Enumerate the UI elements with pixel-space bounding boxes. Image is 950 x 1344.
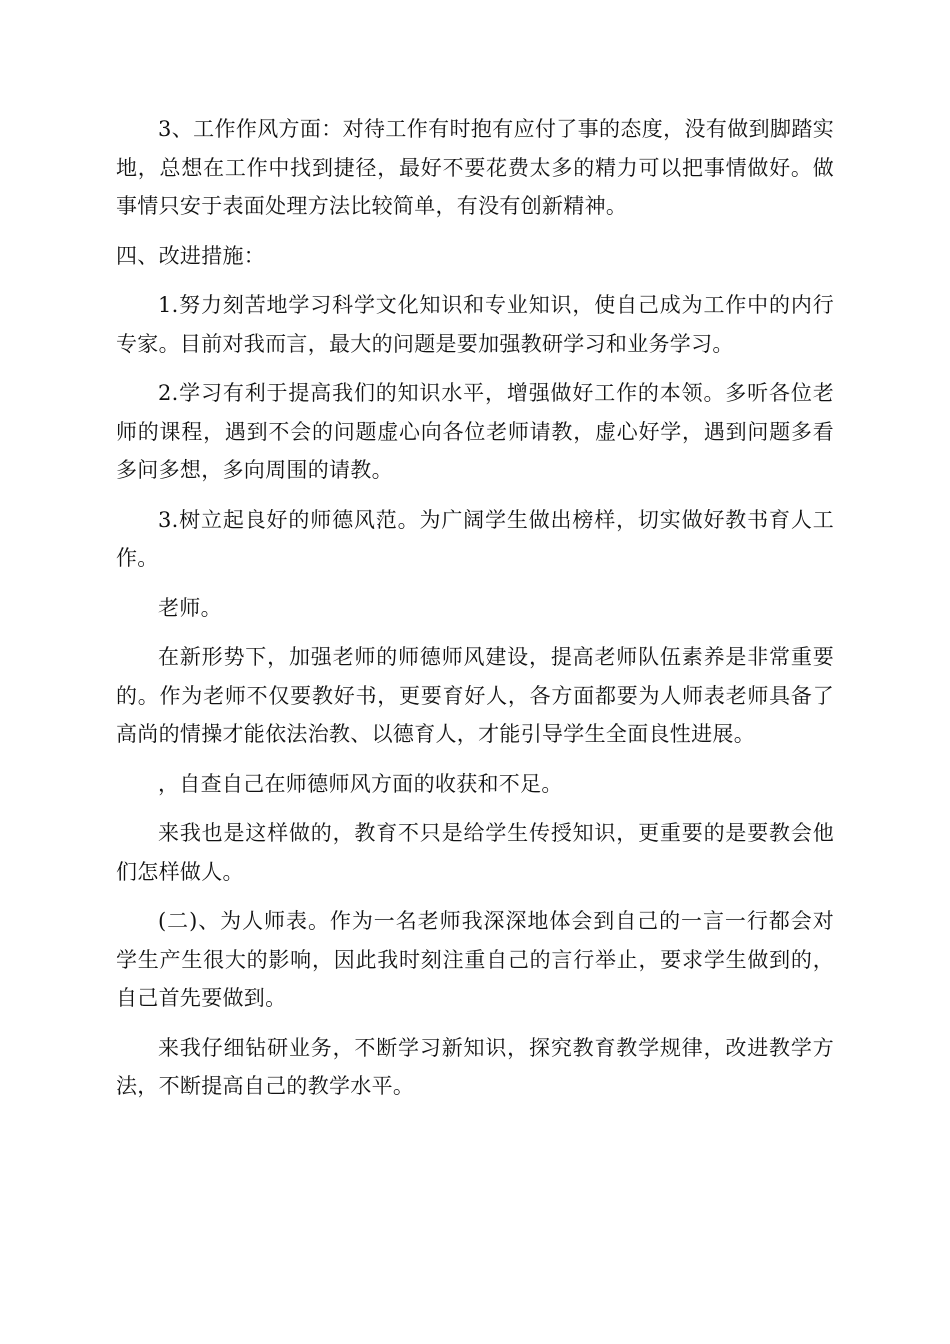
paragraph-study-business: 来我仔细钻研业务，不断学习新知识，探究教育教学规律，改进教学方法，不断提高自己的教学水平。 [116, 1035, 834, 1098]
paragraph-self-check: ，自查自己在师德师风方面的收获和不足。 [158, 771, 563, 796]
paragraph-new-situation: 在新形势下，加强老师的师德师风建设，提高老师队伍素养是非常重要的。作为老师不仅要教好书，更要育好人，各方面都要为人师表老师具备了高尚的情操才能依法治教、以德育人，才能引导学生全面良性进展。 [116, 645, 834, 746]
document-page [116, 110, 834, 1117]
paragraph-measure-2: 2.学习有利于提高我们的知识水平，增强做好工作的本领。多听各位老师的课程，遇到不会的问题虚心向各位老师请教，虚心好学，遇到问题多看多问多想，多向周围的请教。 [116, 381, 834, 482]
paragraph-teacher: 老师。 [158, 595, 222, 620]
paragraph-measure-3: 3.树立起良好的师德风范。为广阔学生做出榜样，切实做好教书育人工作。 [116, 507, 834, 570]
paragraph-role-model: (二)、为人师表。作为一名老师我深深地体会到自己的一言一行都会对学生产生很大的影响，因此我时刻注重自己的言行举止，要求学生做到的，自己首先要做到。 [116, 909, 834, 1010]
paragraph-work-style: 3、工作作风方面：对待工作有时抱有应付了事的态度，没有做到脚踏实地，总想在工作中找到捷径，最好不要花费太多的精力可以把事情做好。做事情只安于表面处理方法比较简单，有没有创新精神。 [116, 117, 834, 218]
paragraph-teach-people: 来我也是这样做的，教育不只是给学生传授知识，更重要的是要教会他们怎样做人。 [116, 821, 834, 884]
section-heading-improvement: 四、改进措施： [116, 243, 266, 268]
paragraph-measure-1: 1.努力刻苦地学习科学文化知识和专业知识，使自己成为工作中的内行专家。目前对我而言，最大的问题是要加强教研学习和业务学习。 [116, 293, 834, 356]
